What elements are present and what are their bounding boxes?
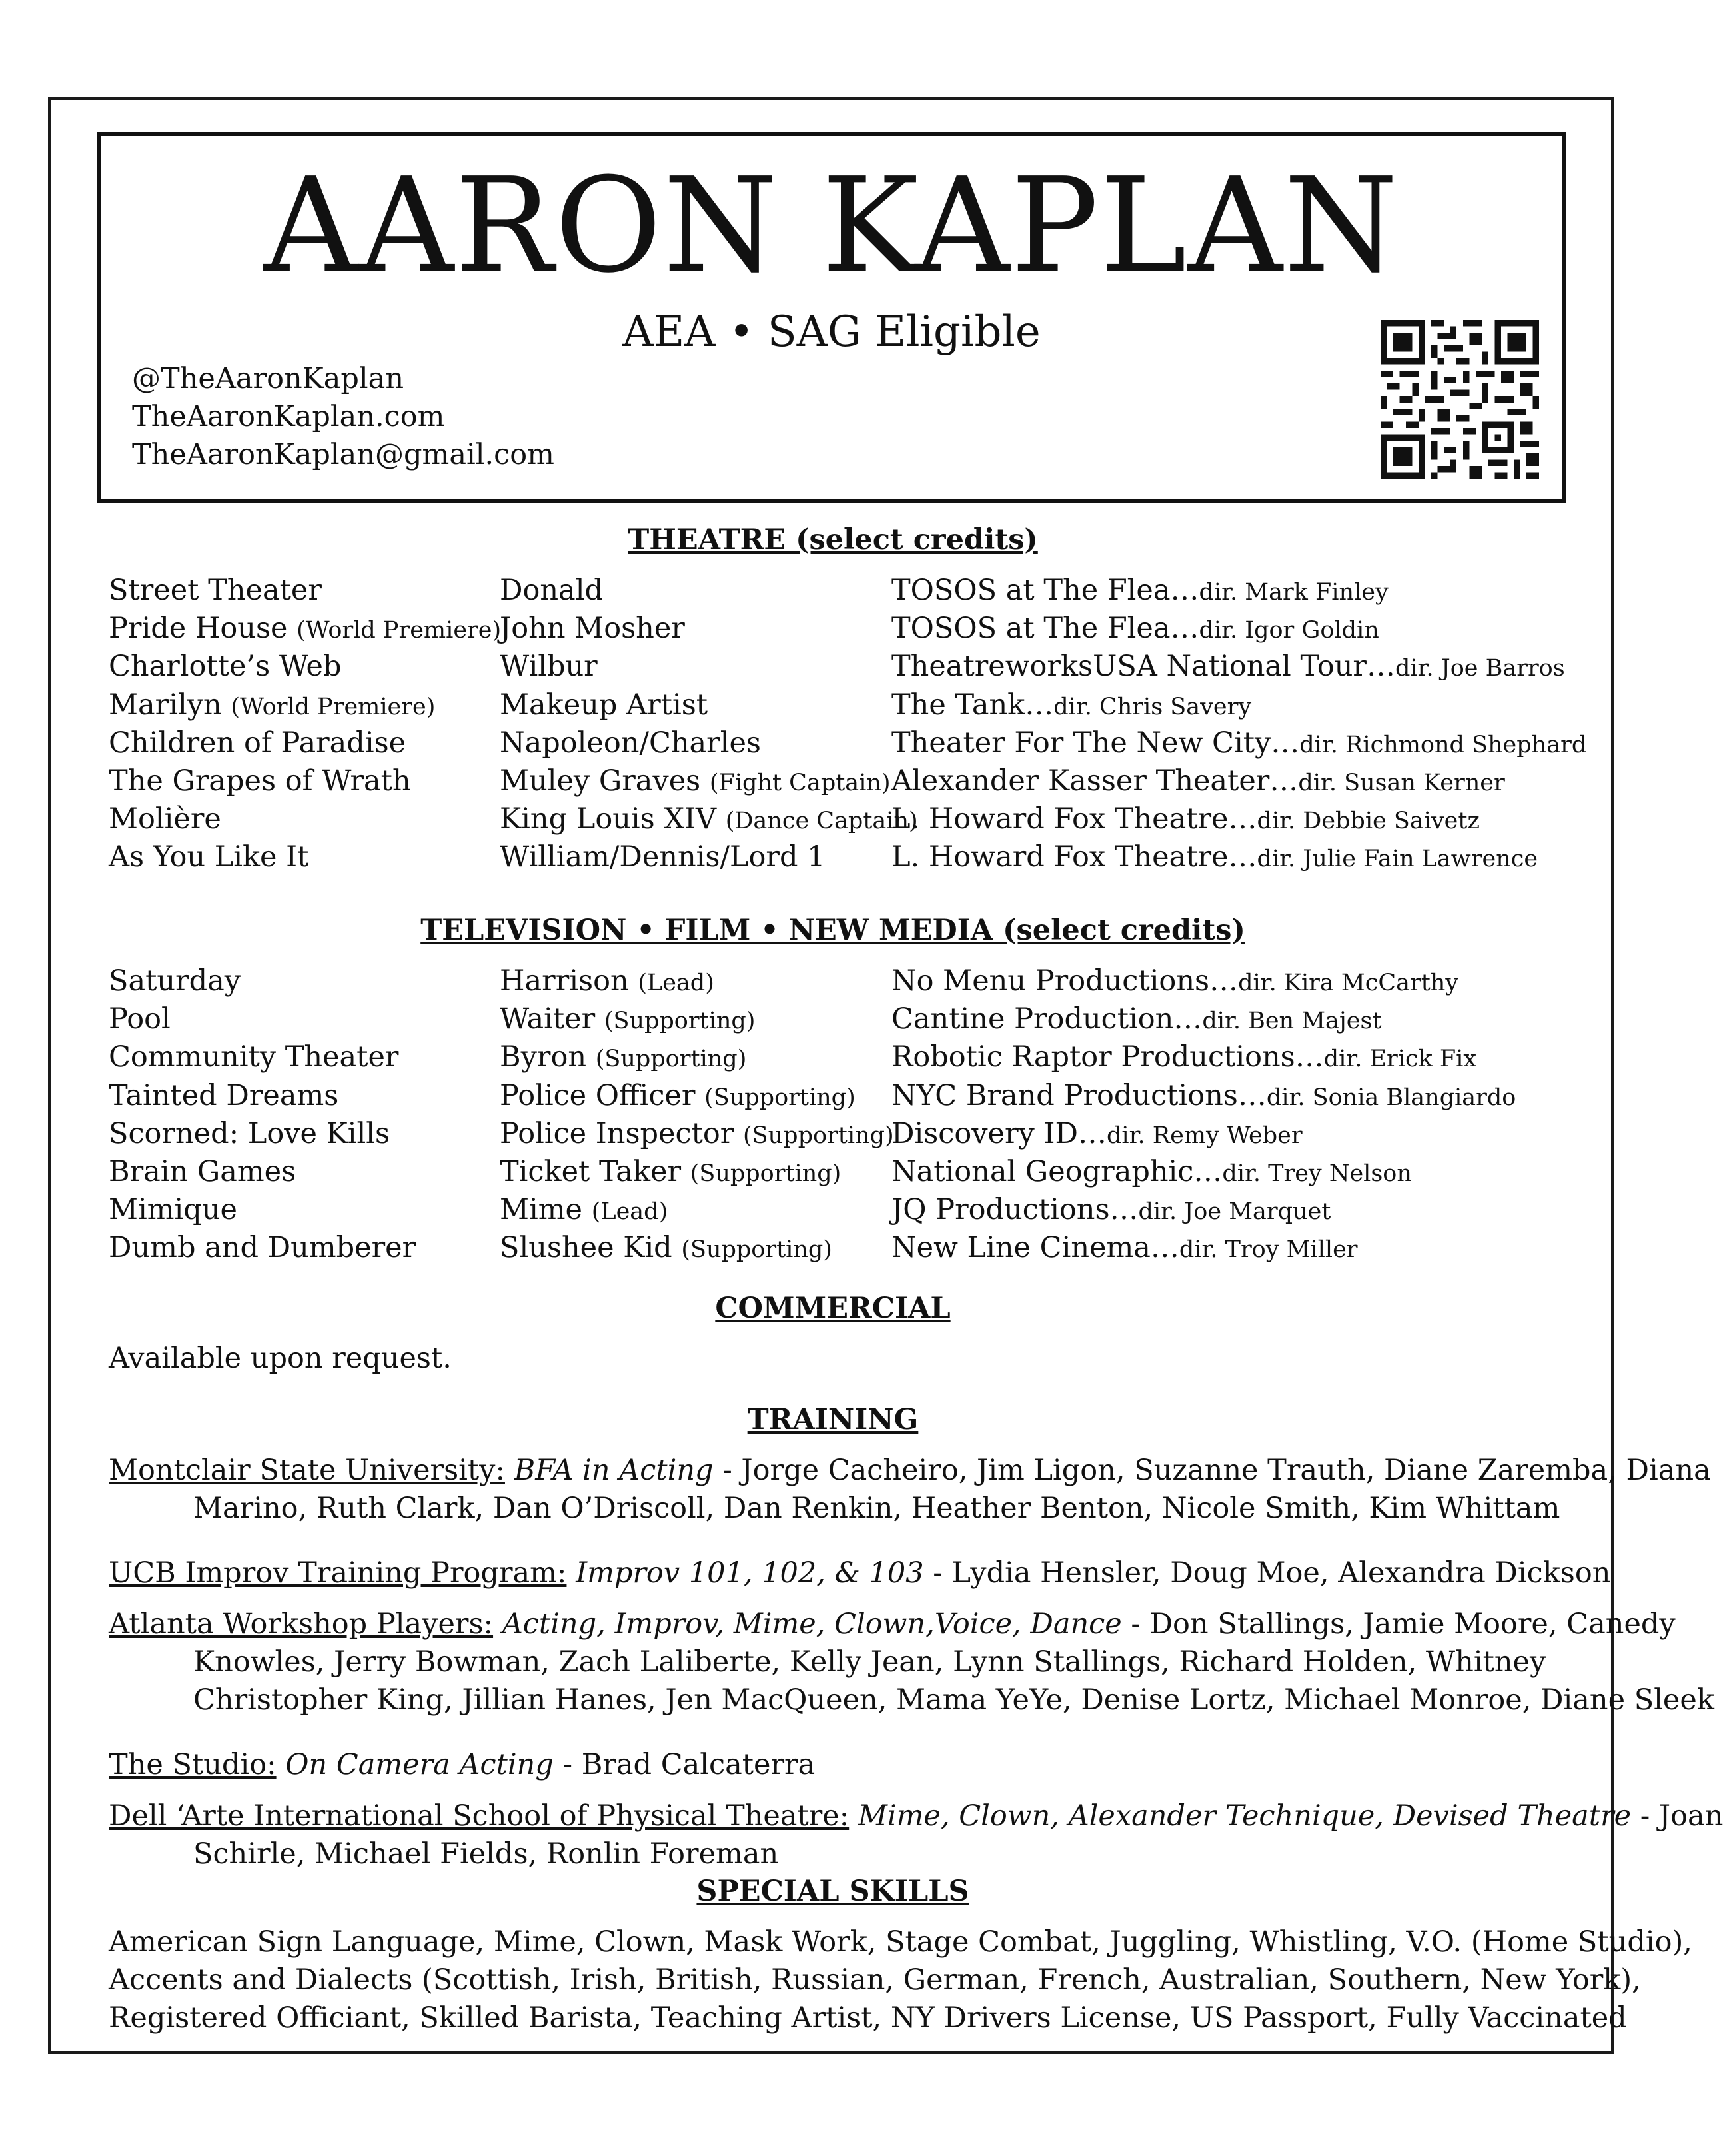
credit-show-title: As You Like It [109,840,309,874]
credit-role [500,610,685,648]
credit-role-note: (Lead) [591,1198,668,1226]
credit-venue-name: Theater For The New City… [891,726,1300,760]
credit-director: dir. Igor Goldin [1199,617,1379,644]
theatre-heading: THEATRE (select credits) [628,523,1038,556]
credit-venue-name: TheatreworksUSA National Tour… [891,650,1395,684]
credit-show-note: (World Premiere) [296,617,502,644]
training-heading: TRAINING [747,1403,919,1436]
credit-role-name: Police Officer [500,1078,696,1112]
credit-director: dir. Debbie Saivetz [1257,808,1480,835]
qr-code-icon[interactable] [1381,320,1539,479]
credit-role-note: (Lead) [638,970,714,996]
credit-role-note: (Supporting) [604,1008,756,1035]
credit-venue [891,1191,1331,1231]
credit-role-name: Donald [500,574,603,607]
contact-website[interactable]: TheAaronKaplan.com [132,400,445,433]
credit-venue-name: NYC Brand Productions… [891,1078,1267,1112]
credit-role-name: Byron [500,1040,587,1074]
credit-show-title: Community Theater [109,1040,399,1074]
credit-role [500,724,761,762]
credit-role [500,1077,856,1117]
credit-role-name: Wilbur [500,650,598,684]
training-entry [109,1797,1723,1873]
credit-role-note: (Supporting) [595,1046,747,1073]
theatre-credit-row [0,572,1666,610]
training-program: Improv 101, 102, & 103 [576,1556,924,1590]
credit-show [109,762,411,800]
credit-show-title: Pool [109,1002,171,1036]
credit-show [109,800,221,838]
union-status: AEA • SAG Eligible [622,307,1041,357]
tv-credit-row [0,962,1666,1000]
credit-role [500,572,603,610]
credit-role [500,1191,668,1231]
training-instructors: - Lydia Hensler, Doug Moe, Alexandra Dickson [923,1556,1611,1590]
credit-show-note: (World Premiere) [231,693,436,720]
credit-show [109,838,308,876]
credit-venue [891,1077,1516,1117]
tv-credit-row [0,1229,1666,1267]
credit-venue-name: L. Howard Fox Theatre… [891,840,1257,874]
credit-role [500,1115,894,1155]
credit-venue-name: No Menu Productions… [891,964,1239,998]
training-program: Mime, Clown, Alexander Technique, Devised Theatre [858,1799,1632,1833]
credit-venue [891,572,1389,612]
commercial-heading: COMMERCIAL [715,1292,951,1325]
credit-show [109,572,322,610]
credit-venue [891,724,1586,764]
training-instructors: - Brad Calcaterra [553,1748,816,1781]
tv-film-heading: TELEVISION • FILM • NEW MEDIA (select credits) [420,914,1245,947]
credit-director: dir. Sonia Blangiardo [1266,1084,1516,1111]
training-entry [109,1452,1711,1528]
training-school: The Studio: [109,1748,277,1781]
credit-venue [891,686,1251,726]
credit-role-name: Harrison [500,964,629,998]
credit-director: dir. Kira McCarthy [1238,970,1459,996]
credit-venue-name: Alexander Kasser Theater… [891,764,1299,798]
credit-role [500,1038,746,1078]
theatre-credit-row [0,686,1666,724]
credit-role [500,762,891,802]
training-entry [109,1606,1714,1719]
credit-venue-name: TOSOS at The Flea… [891,612,1199,646]
credit-show-title: Pride House [109,612,288,646]
credit-role-note: (Supporting) [690,1160,842,1187]
credit-director: dir. Joe Marquet [1138,1198,1331,1226]
credit-role-name: John Mosher [500,612,685,646]
credit-show-title: Marilyn [109,688,222,722]
credit-role [500,962,714,1002]
credit-venue [891,962,1458,1002]
training-entry-first-line [109,1554,1611,1592]
training-entry-first-line [109,1746,1561,1784]
credit-role-name: William/Dennis/Lord 1 [500,840,826,874]
credit-role-note: (Supporting) [681,1236,832,1264]
contact-info [132,360,554,474]
contact-email[interactable]: TheAaronKaplan@gmail.com [132,438,554,471]
credit-role-name: Waiter [500,1002,596,1036]
training-school: Dell ‘Arte International School of Physical Theatre: [109,1799,850,1833]
theatre-credit-row [0,610,1666,648]
credit-role [500,1153,841,1193]
credit-show [109,686,435,726]
training-school: Atlanta Workshop Players: [109,1608,494,1641]
credit-venue-name: Discovery ID… [891,1116,1107,1150]
credit-show-title: Scorned: Love Kills [109,1116,390,1150]
tv-credit-row [0,1191,1666,1229]
training-entry-first-line [109,1452,1711,1490]
credit-role-note: (Supporting) [742,1122,894,1149]
credit-venue [891,800,1480,840]
commercial-text: Available upon request. [109,1342,452,1375]
training-entry-first-line [109,1606,1676,1643]
credit-role-name: Police Inspector [500,1116,734,1150]
credit-director: dir. Richmond Shephard [1299,731,1587,758]
tv-credit-row [0,1077,1666,1115]
credit-show-title: Molière [109,802,221,836]
credit-director: dir. Susan Kerner [1298,770,1505,796]
special-skills-line: Accents and Dialects (Scottish, Irish, British, Russian, German, French, Australian, Southern, New York), [109,1963,1641,1997]
special-skills-heading: SPECIAL SKILLS [696,1875,969,1908]
training-instructors: - Don Stallings, Jamie Moore, Canedy [1121,1608,1676,1641]
training-entry-first-line [109,1797,1723,1835]
credit-director: dir. Remy Weber [1106,1122,1303,1149]
credit-venue [891,1000,1382,1040]
credit-role-note: (Fight Captain) [709,770,891,796]
tv-credit-row [0,1000,1666,1038]
credit-venue [891,838,1538,878]
training-instructors: - Joan [1631,1799,1723,1833]
credit-role-name: Slushee Kid [500,1231,672,1265]
credit-role-name: Napoleon/Charles [500,726,761,760]
credit-director: dir. Troy Miller [1179,1236,1358,1264]
training-instructors: - Jorge Cacheiro, Jim Ligon, Suzanne Trauth, Diane Zaremba, Diana [713,1454,1711,1487]
credit-show [109,724,406,762]
theatre-credit-row [0,838,1666,876]
credit-venue [891,762,1505,802]
credit-venue-name: The Tank… [891,688,1054,722]
theatre-credit-row [0,724,1666,762]
credit-show-title: Tainted Dreams [109,1078,339,1112]
training-entry-continuation: Marino, Ruth Clark, Dan O’Driscoll, Dan Renkin, Heather Benton, Nicole Smith, Kim Whittam [193,1492,1560,1525]
credit-role-name: Ticket Taker [500,1155,682,1188]
credit-venue-name: TOSOS at The Flea… [891,574,1199,607]
training-entry-continuation: Christopher King, Jillian Hanes, Jen MacQueen, Mama YeYe, Denise Lortz, Michael Monroe, Diane Sleek [193,1683,1714,1717]
theatre-credit-row [0,762,1666,800]
credit-role [500,1000,755,1040]
credit-show-title: The Grapes of Wrath [109,764,411,798]
credit-show-title: Saturday [109,964,241,998]
actor-name: AARON KAPLAN [263,150,1400,302]
credit-show-title: Mimique [109,1193,237,1227]
credit-venue [891,1229,1358,1269]
credit-show [109,610,501,650]
credit-role-note: (Supporting) [704,1084,856,1111]
training-program: On Camera Acting [285,1748,554,1781]
training-entry [109,1554,1611,1592]
credit-director: dir. Joe Barros [1395,655,1565,682]
theatre-credit-row [0,648,1666,686]
credit-role [500,1229,832,1269]
training-entry-continuation: Knowles, Jerry Bowman, Zach Laliberte, Kelly Jean, Lynn Stallings, Richard Holden, Whitney [193,1645,1546,1679]
credit-show-title: Charlotte’s Web [109,650,342,684]
credit-show-title: Brain Games [109,1155,296,1188]
credit-director: dir. Chris Savery [1053,693,1252,720]
credit-show [109,648,342,686]
training-program: BFA in Acting [514,1454,714,1487]
credit-venue-name: Robotic Raptor Productions… [891,1040,1324,1074]
credit-role-name: Mime [500,1193,583,1227]
credit-show-title: Dumb and Dumberer [109,1231,416,1265]
training-entry-continuation: Schirle, Michael Fields, Ronlin Foreman [193,1837,779,1871]
credit-venue [891,1153,1412,1193]
credit-role-name: Makeup Artist [500,688,708,722]
credit-role-name: Muley Graves [500,764,701,798]
contact-social[interactable]: @TheAaronKaplan [132,362,404,395]
tv-credit-row [0,1038,1666,1076]
credit-director: dir. Mark Finley [1199,579,1389,606]
special-skills-line: American Sign Language, Mime, Clown, Mask Work, Stage Combat, Juggling, Whistling, V.O. (Home Studio), [109,1925,1692,1959]
credit-role [500,838,826,876]
credit-venue [891,610,1379,650]
tv-credit-row [0,1115,1666,1153]
credit-venue [891,1038,1476,1078]
header-box [97,132,1566,503]
credit-venue-name: New Line Cinema… [891,1231,1179,1265]
credit-venue [891,1115,1303,1155]
credit-venue-name: JQ Productions… [891,1193,1139,1227]
training-school: Montclair State University: [109,1454,505,1487]
credit-venue [891,648,1565,688]
training-entry [109,1746,1561,1784]
training-school: UCB Improv Training Program: [109,1556,567,1590]
credit-director: dir. Trey Nelson [1222,1160,1412,1187]
theatre-credit-row [0,800,1666,838]
credit-director: dir. Julie Fain Lawrence [1257,846,1538,873]
credit-director: dir. Ben Majest [1202,1008,1382,1035]
credit-venue-name: L. Howard Fox Theatre… [891,802,1257,836]
credit-show-title: Children of Paradise [109,726,406,760]
tv-credit-row [0,1153,1666,1191]
credit-role [500,686,708,724]
special-skills-line: Registered Officiant, Skilled Barista, Teaching Artist, NY Drivers License, US Passport, Fully Vaccinated [109,2001,1627,2035]
credit-venue-name: Cantine Production… [891,1002,1203,1036]
credit-venue-name: National Geographic… [891,1155,1223,1188]
credit-role-name: King Louis XIV [500,802,717,836]
credit-director: dir. Erick Fix [1323,1046,1477,1073]
credit-show-title: Street Theater [109,574,322,607]
credit-role-note: (Dance Captain) [725,808,918,835]
credit-role [500,800,918,840]
training-program: Acting, Improv, Mime, Clown,Voice, Dance [502,1608,1122,1641]
credit-role [500,648,598,686]
